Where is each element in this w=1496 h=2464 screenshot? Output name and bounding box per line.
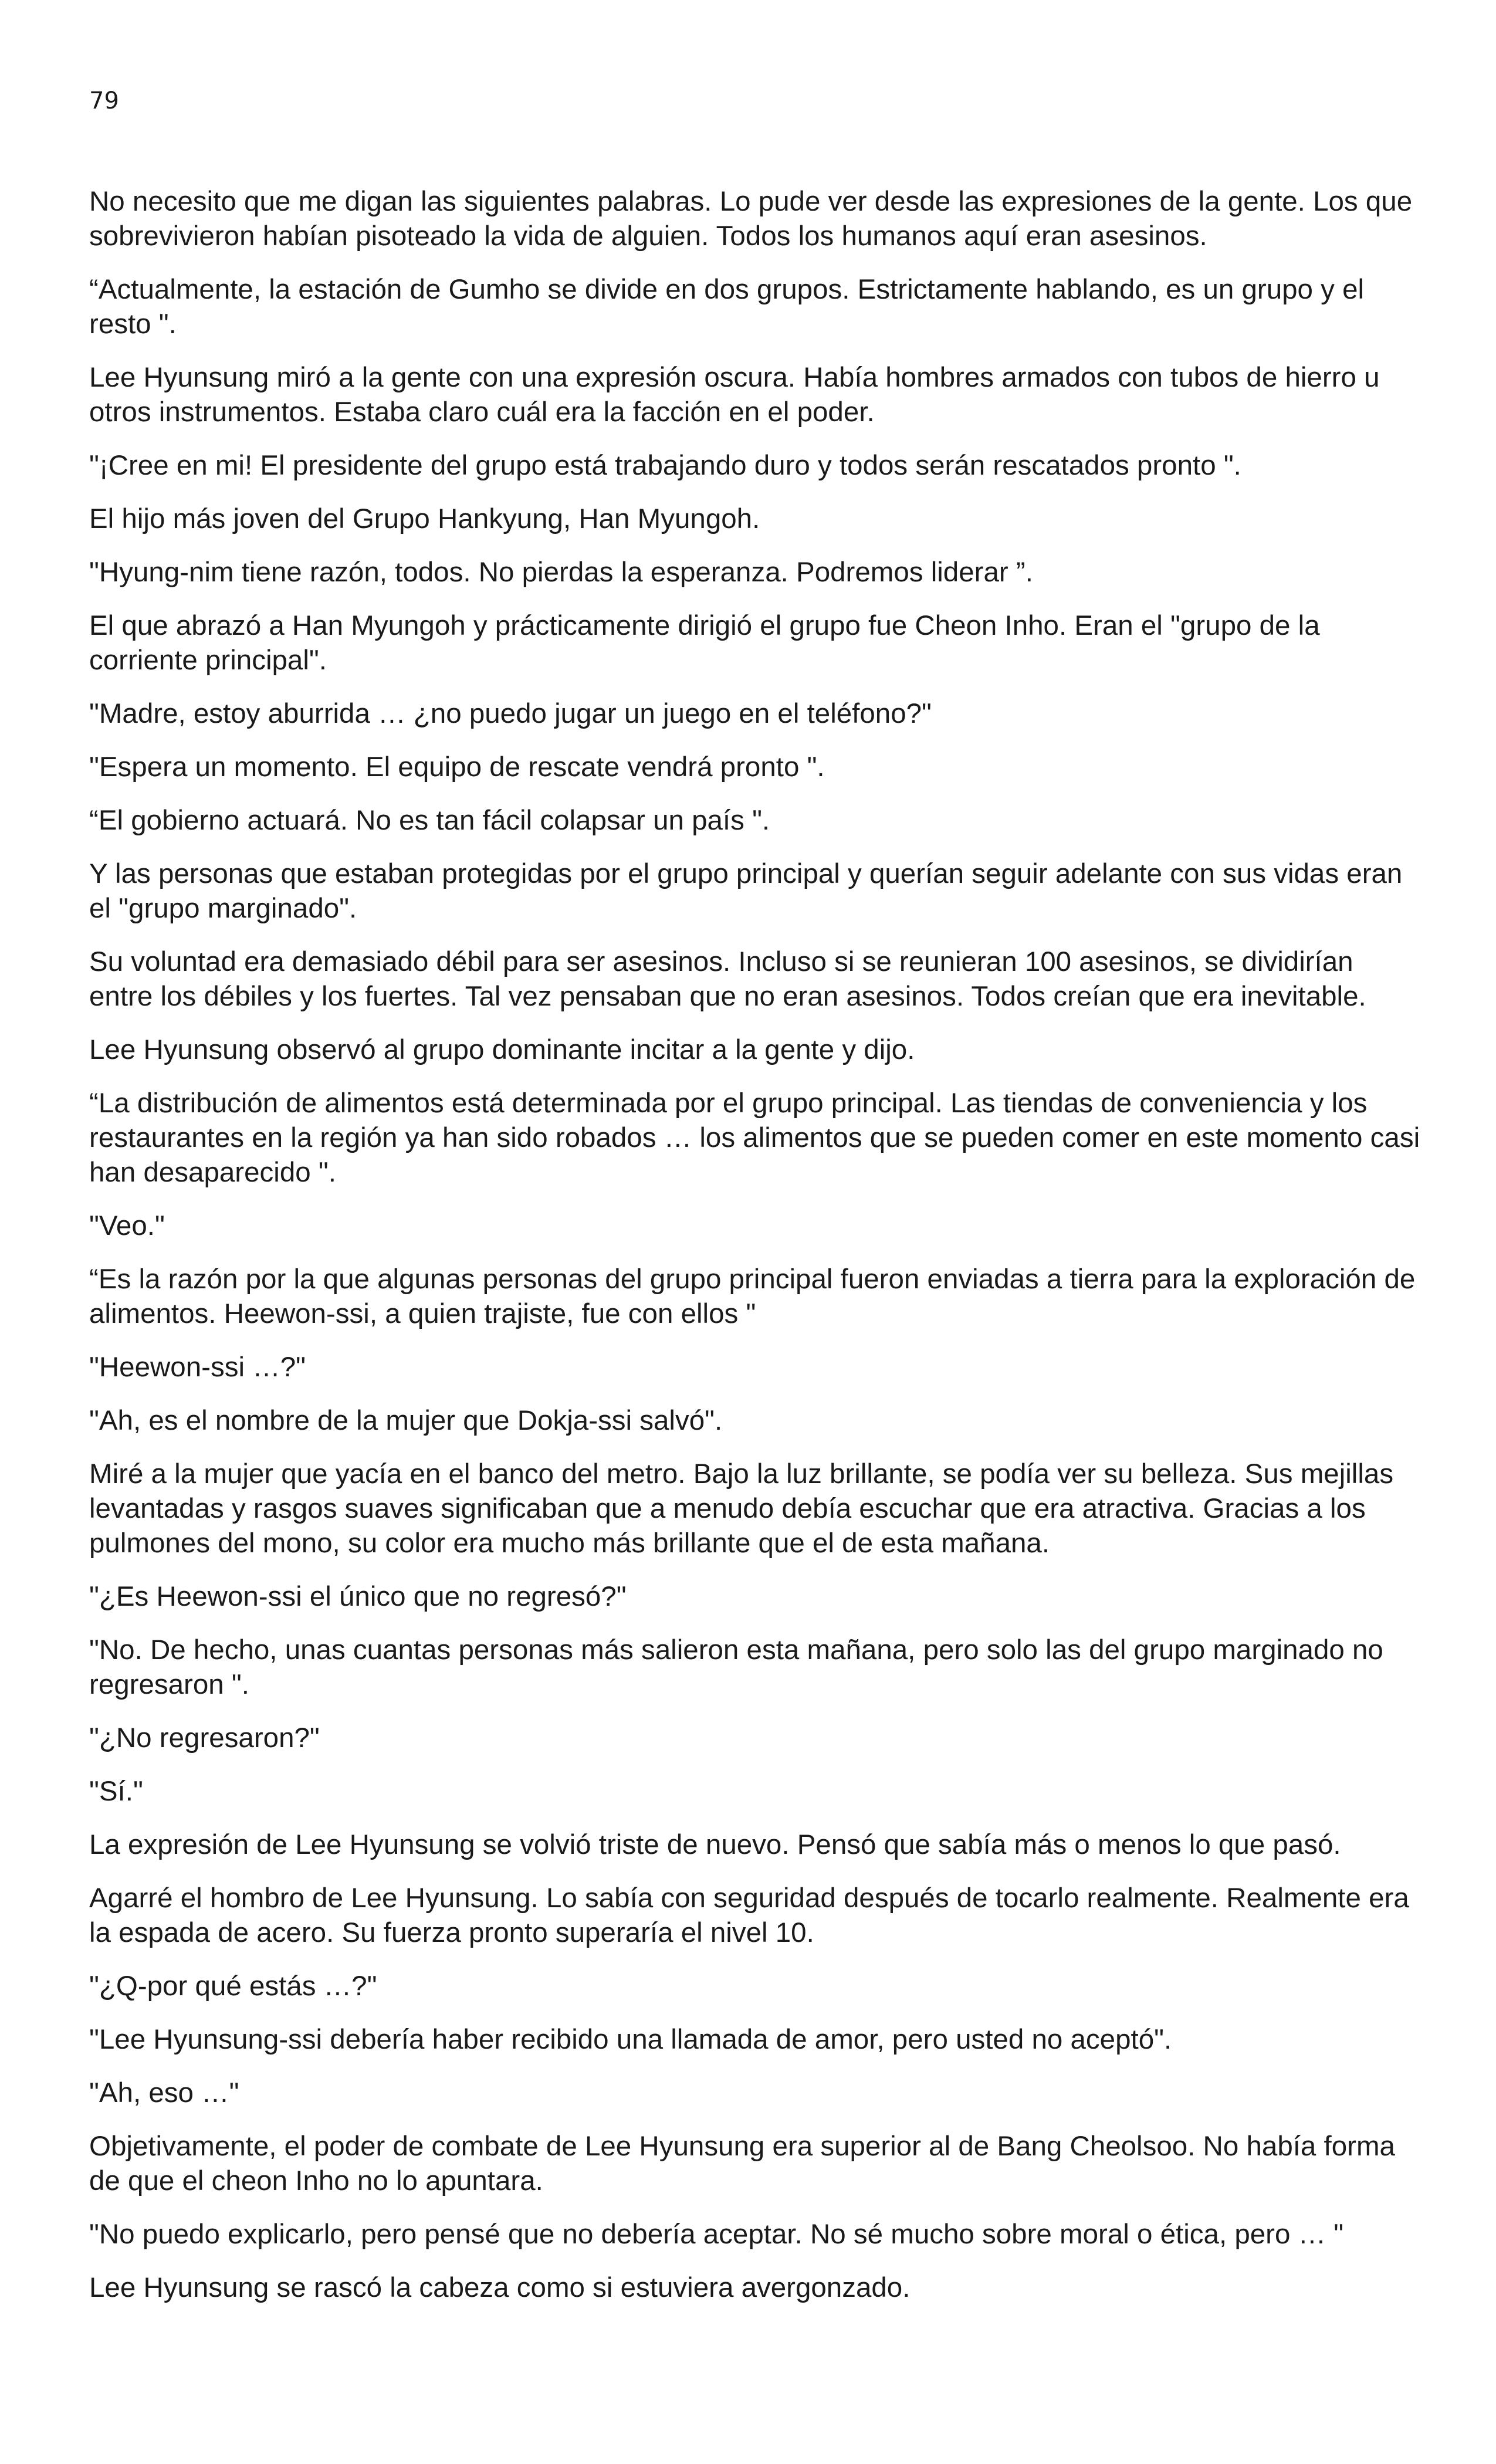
paragraph: Objetivamente, el poder de combate de Lee Hyunsung era superior al de Bang Cheolsoo. No había forma de que el cheon Inho no lo apuntara. <box>89 2131 1395 2196</box>
paragraph: El que abrazó a Han Myungoh y prácticamente dirigió el grupo fue Cheon Inho. Eran el "grupo de la corriente principal". <box>89 610 1320 676</box>
paragraph: Miré a la mujer que yacía en el banco del metro. Bajo la luz brillante, se podía ver su belleza. Sus mejillas levantadas y rasgos suaves significaban que a menudo debía escuchar que era atractiva. Gracias a los pulmones del mono, su color era mucho más brillante que el de esta mañana. <box>89 1458 1394 1559</box>
paragraph: La expresión de Lee Hyunsung se volvió triste de nuevo. Pensó que sabía más o menos lo que pasó. <box>89 1829 1341 1860</box>
paragraph: "¿Es Heewon-ssi el único que no regresó?" <box>89 1581 627 1612</box>
paragraph: "Heewon-ssi …?" <box>89 1352 306 1383</box>
paragraph: "Ah, eso …" <box>89 2077 239 2108</box>
page-number: 79 <box>89 87 119 114</box>
paragraph: “Actualmente, la estación de Gumho se divide en dos grupos. Estrictamente hablando, es un grupo y el resto ". <box>89 274 1365 340</box>
paragraph: "¡Cree en mi! El presidente del grupo está trabajando duro y todos serán rescatados pronto ". <box>89 450 1241 481</box>
paragraph: "Espera un momento. El equipo de rescate vendrá pronto ". <box>89 752 825 783</box>
paragraph: Lee Hyunsung miró a la gente con una expresión oscura. Había hombres armados con tubos de hierro u otros instrumentos. Estaba claro cuál era la facción en el poder. <box>89 362 1380 428</box>
paragraph: "Hyung-nim tiene razón, todos. No pierdas la esperanza. Podremos liderar ”. <box>89 557 1033 588</box>
paragraph: "¿No regresaron?" <box>89 1722 320 1754</box>
paragraph: “Es la razón por la que algunas personas del grupo principal fueron enviadas a tierra para la exploración de alimentos. Heewon-ssi, a quien trajiste, fue con ellos " <box>89 1264 1416 1329</box>
paragraph: "Veo." <box>89 1210 165 1241</box>
paragraph: No necesito que me digan las siguientes palabras. Lo pude ver desde las expresiones de la gente. Los que sobrevivieron habían pisoteado la vida de alguien. Todos los humanos aquí eran asesinos. <box>89 186 1413 252</box>
paragraph: “El gobierno actuará. No es tan fácil colapsar un país ". <box>89 805 770 836</box>
paragraph: "Lee Hyunsung-ssi debería haber recibido una llamada de amor, pero usted no aceptó". <box>89 2024 1172 2055</box>
paragraph: "No. De hecho, unas cuantas personas más salieron esta mañana, pero solo las del grupo marginado no regresaron ". <box>89 1634 1383 1700</box>
paragraph: Lee Hyunsung se rascó la cabeza como si estuviera avergonzado. <box>89 2272 911 2303</box>
paragraph: Agarré el hombro de Lee Hyunsung. Lo sabía con seguridad después de tocarlo realmente. Realmente era la espada de acero. Su fuerza pronto superaría el nivel 10. <box>89 1883 1409 1948</box>
paragraph: "¿Q-por qué estás …?" <box>89 1971 377 2002</box>
paragraph: Y las personas que estaban protegidas por el grupo principal y querían seguir adelante con sus vidas eran el "grupo marginado". <box>89 858 1403 924</box>
paragraph: "Ah, es el nombre de la mujer que Dokja-ssi salvó". <box>89 1405 723 1436</box>
paragraph: Su voluntad era demasiado débil para ser asesinos. Incluso si se reunieran 100 asesinos, se dividirían entre los débiles y los fuertes. Tal vez pensaban que no eran asesinos. Todos creían que era inevitable. <box>89 946 1366 1012</box>
paragraph: Lee Hyunsung observó al grupo dominante incitar a la gente y dijo. <box>89 1034 915 1065</box>
paragraph: "No puedo explicarlo, pero pensé que no debería aceptar. No sé mucho sobre moral o ética, pero … " <box>89 2219 1344 2250</box>
paragraph: "Madre, estoy aburrida … ¿no puedo jugar un juego en el teléfono?" <box>89 698 932 729</box>
document-body <box>89 184 1421 2324</box>
paragraph: El hijo más joven del Grupo Hankyung, Han Myungoh. <box>89 503 760 534</box>
paragraph: "Sí." <box>89 1776 143 1807</box>
paragraph: “La distribución de alimentos está determinada por el grupo principal. Las tiendas de conveniencia y los restaurantes en la región ya han sido robados … los alimentos que se pueden comer en este momento casi han desaparecido ". <box>89 1088 1420 1188</box>
